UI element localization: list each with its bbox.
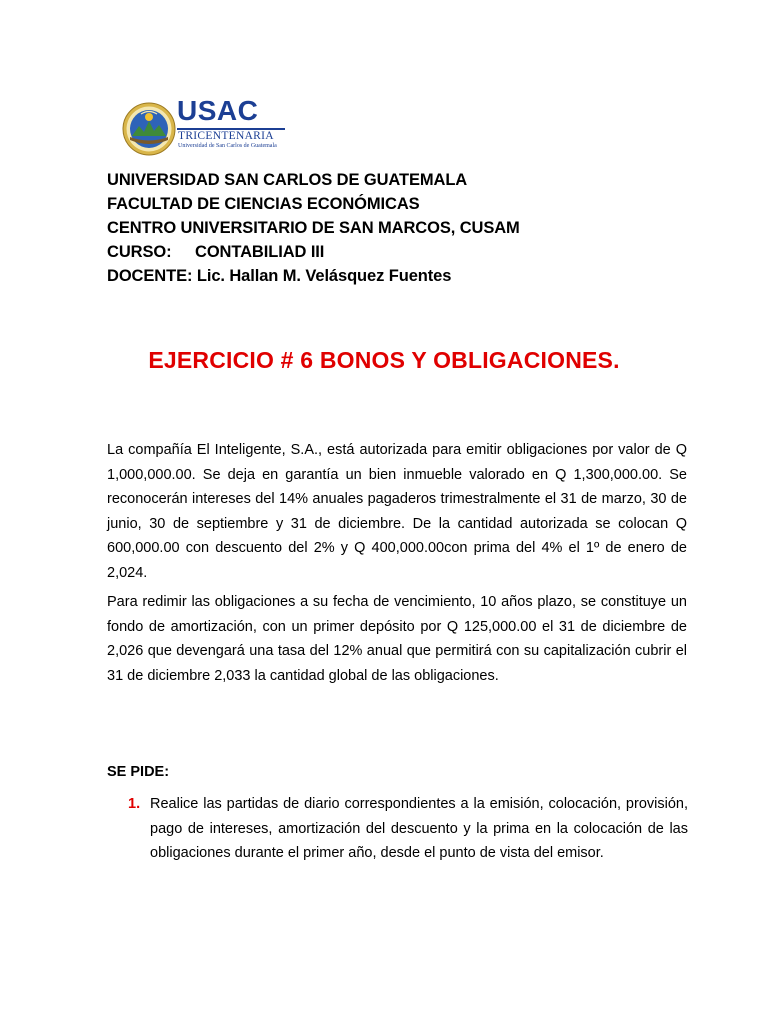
problem-paragraph: Para redimir las obligaciones a su fecha de vencimiento, 10 años plazo, se constituye un fondo de amortización, con un primer depósito por Q 125,000.00 el 31 de diciembre de 2,026 que devengará una tasa del 12% anual que permitirá con su capitalización cubrir el 31 de diciembre 2,033 la cantidad global de las obligaciones. xyxy=(107,594,687,684)
usac-logo xyxy=(122,95,292,158)
logo-wordmark: USAC xyxy=(177,95,259,126)
requirement-number: 1. xyxy=(128,796,141,812)
faculty-name: FACULTAD DE CIENCIAS ECONÓMICAS xyxy=(107,195,420,213)
exercise-title: EJERCICIO # 6 BONOS Y OBLIGACIONES. xyxy=(148,347,620,373)
center-name: CENTRO UNIVERSITARIO DE SAN MARCOS, CUSAM xyxy=(107,219,520,237)
requirements-heading: SE PIDE: xyxy=(107,764,170,780)
university-seal-icon xyxy=(122,102,176,156)
logo-subtitle: Universidad de San Carlos de Guatemala xyxy=(178,143,277,149)
problem-paragraph: La compañía El Inteligente, S.A., está autorizada para emitir obligaciones por valor de Q 1,000,000.00. Se deja en garantía un bien inmueble valorado en Q 1,300,000.00. Se reconocerán intereses del 14% anuales pagaderos trimestralmente el 31 de marzo, 30 de junio, 30 de septiembre y 31 de diciembre. De la cantidad autorizada se colocan Q 600,000.00 con descuento del 2% y Q 400,000.00con prima del 4% el 1º de enero de 2,024. xyxy=(107,442,687,581)
course-line xyxy=(107,240,520,264)
logo-tagline: TRICENTENARIA xyxy=(178,130,274,142)
university-name: UNIVERSIDAD SAN CARLOS DE GUATEMALA xyxy=(107,171,468,189)
course-name: CONTABILIAD III xyxy=(195,243,325,261)
requirements-list xyxy=(128,792,688,866)
requirement-item xyxy=(128,792,688,866)
course-label: CURSO: xyxy=(107,243,172,261)
document-header xyxy=(107,168,520,288)
teacher-line: DOCENTE: Lic. Hallan M. Velásquez Fuentes xyxy=(107,267,452,285)
requirement-text: Realice las partidas de diario correspondientes a la emisión, colocación, provisión, pago de intereses, amortización del descuento y la prima en la colocación de las obligaciones durante el primer año, desde el punto de vista del emisor. xyxy=(150,796,688,862)
